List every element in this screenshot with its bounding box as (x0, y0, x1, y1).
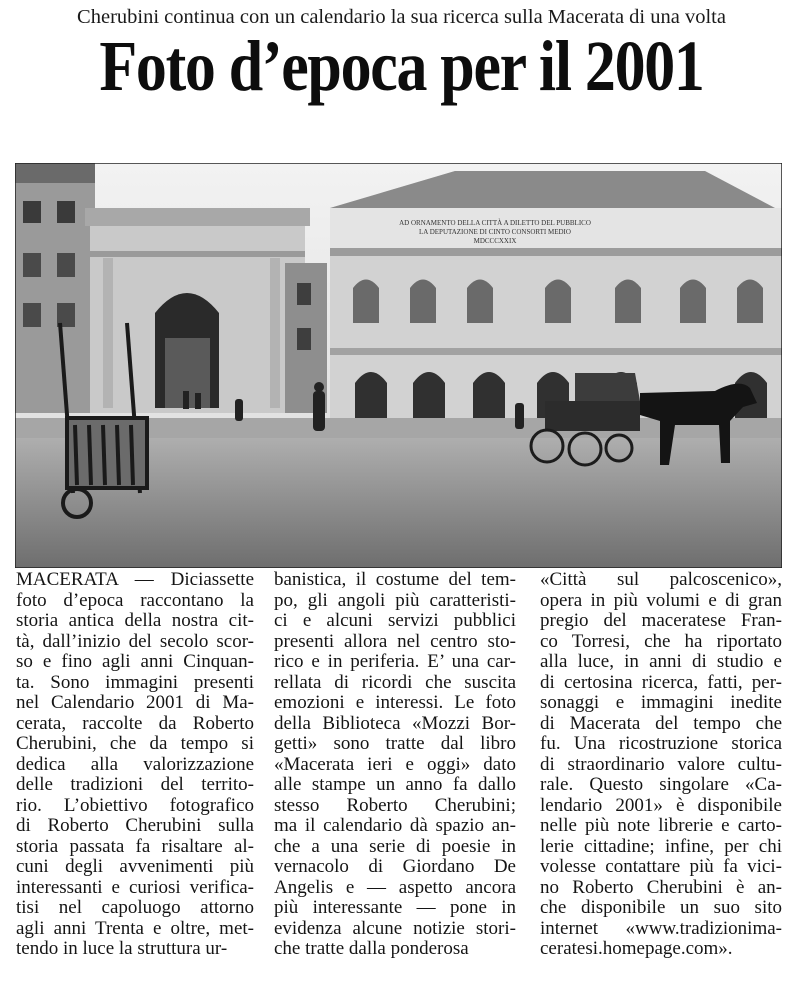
article-line: volesse contattare più fa vici- (540, 856, 782, 877)
article-line: storia passata fa risaltare al- (16, 835, 254, 857)
article-line: ta. Sono immagini presenti (16, 671, 254, 693)
article-line: foto d’epoca raccontano la (16, 589, 254, 611)
kicker-subtitle: Cherubini continua con un calendario la sua ricerca sulla Macerata di una volta (77, 6, 726, 28)
article-line: ma il calendario dà spazio an- (274, 815, 516, 836)
article-line: interessanti e curiosi verifica- (16, 876, 254, 898)
article-line: pregio del maceratese Fran- (540, 610, 782, 631)
article-line: vernacolo di Giordano De (274, 856, 516, 877)
triumphal-arch (85, 208, 327, 413)
article-line: banistica, il costume del tem- (274, 569, 516, 590)
article-line: di certosina ricerca, fatti, per- (540, 671, 782, 693)
article-line: emozioni e interessi. Le foto (274, 692, 516, 713)
article-line: che disponibile un suo sito (540, 897, 782, 918)
article-column-1 (16, 570, 254, 960)
article-line: agli anni Trenta e oltre, met- (16, 917, 254, 939)
article-line: fu. Una ricostruzione storica (540, 733, 782, 754)
article-line: più interessante — pone in (274, 897, 516, 918)
article-line: che tratte dalla ponderosa (274, 938, 469, 959)
article-line: rico e in periferia. E’ una car- (274, 651, 516, 672)
headline: Foto d’epoca per il 2001 (99, 26, 704, 106)
article-line: della Biblioteca «Mozzi Bor- (274, 712, 516, 734)
article-line: lerie cittadine; infine, per chi (540, 835, 782, 857)
article-line: cuni degli avvenimenti più (16, 856, 254, 877)
article-line: tisi nel capoluogo attorno (16, 897, 254, 918)
article-line: Cherubini, che da tempo si (16, 733, 254, 754)
article-line: ci e alcuni servizi pubblici (274, 610, 516, 631)
article-line: sonaggi e immagini inedite (540, 692, 782, 713)
article-line: delle tradizioni del territo- (16, 774, 254, 795)
historic-photo (15, 163, 782, 568)
article-line: tà, dall’inizio del secolo scor- (16, 630, 254, 652)
article-line: dedica alla valorizzazione (16, 753, 254, 775)
article-line: «Macerata ieri e oggi» dato (274, 753, 516, 775)
article-line: presenti allora nel centro sto- (274, 630, 516, 652)
article-line: nelle più note librerie e carto- (540, 815, 782, 836)
article-line: lendario 2001» è disponibile (540, 794, 782, 816)
article-line: che a una serie di poesie in (274, 835, 516, 857)
article-column-2 (274, 570, 516, 960)
article-line: so e fino agli anni Cinquan- (16, 651, 254, 672)
article-line: internet «www.tradizionima- (540, 917, 782, 939)
article-line: co Torresi, che ha riportato (540, 630, 782, 652)
article-line: po, gli angoli più caratteristi- (274, 589, 516, 611)
article-line: cerata, raccolte da Roberto (16, 712, 254, 734)
article-line: rale. Questo singolare «Ca- (540, 774, 782, 795)
article-line: Angelis e — aspetto ancora (274, 876, 516, 898)
article-line: alle stampe un anno fa dallo (274, 774, 516, 795)
article-line: evidenza alcune notizie stori- (274, 917, 516, 939)
left-buildings (15, 163, 95, 413)
article-line: opera in più volumi e di gran (540, 589, 782, 611)
article-line: «Città sul palcoscenico», (540, 569, 782, 590)
article-line: MACERATA — Diciassette (16, 569, 254, 590)
inscription-line-1: AD ORNAMENTO DELLA CITTÀ A DILETTO DEL PUBBLICO (399, 219, 591, 227)
article-line: nel Calendario 2001 di Ma- (16, 692, 254, 713)
article-line: stesso Roberto Cherubini; (274, 794, 516, 816)
article-line: di Macerata del tempo che (540, 712, 782, 734)
article-line: no Roberto Cherubini è an- (540, 876, 782, 898)
inscription-line-3: MDCCCXXIX (473, 237, 517, 245)
article-line: getti» sono tratte dal libro (274, 733, 516, 754)
article-line: di Roberto Cherubini sulla (16, 815, 254, 836)
article-line: storia antica della nostra cit- (16, 610, 254, 631)
article-line: rellata di ricordi che suscita (274, 671, 516, 693)
article-line: rio. L’obiettivo fotografico (16, 794, 254, 816)
article-line: alla luce, in anni di studio e (540, 651, 782, 672)
article-line: di straordinario valore cultu- (540, 753, 782, 775)
article-line: ceratesi.homepage.com». (540, 938, 733, 959)
article-line: tendo in luce la struttura ur- (16, 938, 228, 959)
inscription-line-2: LA DEPUTAZIONE DI CINTO CONSORTI MEDIO (419, 228, 571, 236)
article-column-3 (540, 570, 782, 960)
